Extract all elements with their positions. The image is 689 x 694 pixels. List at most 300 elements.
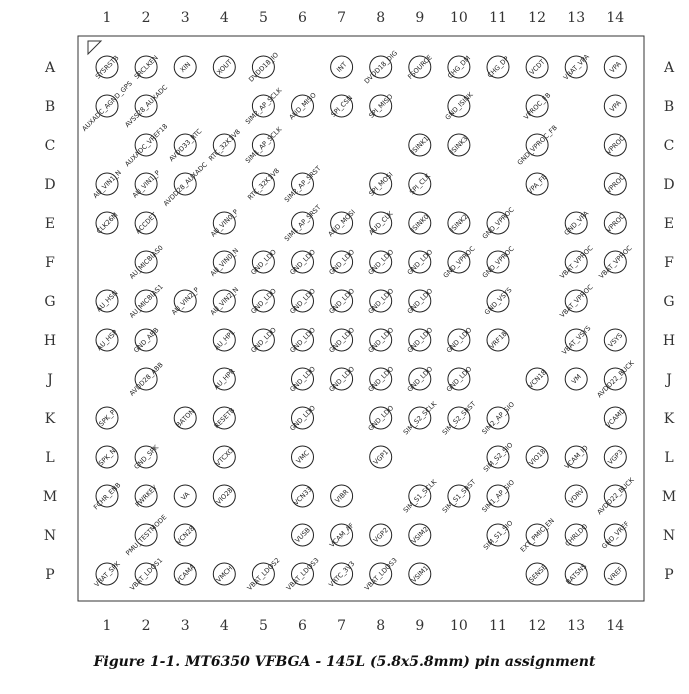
pin-ball [209,246,240,277]
pin-ball [597,244,633,280]
pin-ball [246,167,281,202]
pin-name: AU_VIN1_N [91,168,123,200]
pin-ball [604,407,627,430]
pin-ball [249,248,278,277]
pin-name: VBAT_LDOS3 [362,556,399,593]
pin-ball [207,128,242,163]
pin-name: VTCXO [213,446,236,468]
pin-ball [292,524,314,546]
pin-ball [174,56,196,78]
column-label-top: 8 [376,10,386,26]
pin-ball [288,326,317,355]
pin-name: SIM_S1_SRST [440,477,478,515]
row-labels-left [43,60,57,583]
pin-name: ISENSE [526,563,549,586]
pin-ball [448,212,470,234]
pin-name: VMCH [214,564,235,585]
pin-name: SPK_N [97,447,118,468]
pin-ball [604,329,626,351]
pin-name: BATSNS [564,562,589,587]
pin-name: GND_LDO [366,325,396,355]
pin-ball [402,400,439,437]
pin-ball [367,404,396,433]
pin-ball [244,125,284,165]
pin-ball [244,86,284,126]
pin-ball [526,563,548,585]
pin-name: GND_LDO [288,247,317,277]
pin-name: AU_VIN0_P [209,207,240,239]
pin-ball [480,478,516,514]
column-label-top: 6 [298,10,307,26]
pin-name: ISINK2 [448,212,470,234]
pin-name: SIM1_AP_SIO [480,478,517,515]
row-label-right: A [663,60,675,76]
pin-name: EXT_PMIC_EN [518,516,556,554]
pin-ball [486,55,511,80]
row-label-right: K [663,411,675,427]
pin-name: GND_LDO [249,286,278,316]
pin-ball [367,93,394,120]
pin-name: AVDD22_BUCK [595,359,636,400]
pin-ball [96,407,118,429]
pin-ball [446,54,472,80]
pin-ball [95,328,119,352]
pin-ball [174,407,196,429]
row-label-right: D [663,177,675,193]
pin-name: VBAT_VPROC [558,244,595,281]
pin-name: VCAMA [174,562,197,586]
pin-name: XOUT [215,57,234,77]
pin-name: RTC_32K1V8 [246,166,282,202]
pin-ball [209,285,240,316]
column-label-bottom: 13 [567,618,586,634]
pin-name: VCAM_AF [328,521,356,549]
pin-name: AU_MICBIAS1 [127,282,165,320]
pin-name: AU_VIN2_N [208,285,241,317]
pin-ball [442,245,477,280]
row-label-right: B [663,99,675,115]
pin-name: AU_HSN [94,288,120,314]
row-label-right: J [666,372,672,388]
pin-ball [91,168,122,199]
pin-ball [247,51,280,84]
row-label-left: F [45,255,55,271]
column-label-bottom: 8 [376,618,386,634]
pin-ball [128,360,165,397]
pin-name: AUD_MOSI [326,208,357,239]
pin-ball [604,134,626,156]
pin-ball [162,160,209,207]
pin-name: DVDD18_DIG [362,49,400,86]
pin-name: SPI_CSN [329,93,355,119]
pin-name: SIM_S2_SIO [481,440,515,474]
pin-name: GND_LDO [405,247,435,277]
pin-name: AU_MICBIAS0 [127,243,165,281]
pin-ball [328,248,357,277]
pin-name: VA [179,490,192,503]
row-label-right: L [664,450,674,466]
pin-name: VSYS [606,331,625,350]
pin-ball [213,563,235,585]
pin-name: GND_LDO [366,364,396,394]
row-label-left: K [44,411,56,427]
pin-name: VCN33 [291,485,314,507]
column-label-bottom: 7 [337,618,347,634]
pin-name: VIBR [333,487,351,505]
pin-name: AUD_MISO [287,91,318,122]
pin-name: VCDT [528,57,547,77]
pin-name: AU_HPR [212,367,237,392]
pin-ball [288,91,318,121]
pin-name: GND_LDO [327,325,357,355]
row-label-left: J [47,372,53,388]
column-label-bottom: 5 [258,618,268,634]
pin-ball [213,446,235,468]
column-label-bottom: 3 [180,618,190,634]
pin-ball [283,203,323,243]
pin-name: ISINK3 [448,134,470,156]
pin-ball [406,365,435,394]
pin-ball [209,208,240,239]
pin-ball [370,524,392,546]
column-label-top: 5 [258,10,268,26]
pin-name: VRF18 [487,329,509,351]
row-label-right: H [662,333,676,349]
pin-name: AVDD22_BUCK [595,476,636,517]
pin-name: AVDD33_RTC [167,127,204,164]
pin-ball [328,521,356,549]
pin-ball [174,524,196,546]
pin-name: SPI_MISO [367,92,395,120]
pin-ball [213,485,235,507]
pin-name: ACCDET [133,210,159,236]
row-label-left: D [44,177,56,193]
pin-name: GND_LDO [444,364,474,394]
pin-ball [128,556,164,592]
pin-ball [600,520,631,551]
pin-ball [604,212,626,234]
pin-name: GND_LDO [405,364,435,394]
row-label-right: P [664,567,674,583]
pin-name: VPROC [604,134,627,157]
pin-ball [445,326,474,355]
pin-ball [565,368,587,390]
pin-ball [406,248,435,277]
pin-ball [409,563,431,585]
pin-ball [406,287,435,316]
pin-ball [367,171,394,198]
pin-name: INT [335,60,349,74]
pin-ball [292,446,314,468]
column-label-bottom: 11 [489,618,507,634]
pin1-corner-marker [88,41,101,54]
pin-ball [406,326,435,355]
pin-name: SRCLKEN [132,53,160,81]
pin-ball [409,524,431,546]
pin-ball [481,245,516,280]
pin-name: GND_LDO [249,247,278,277]
pin-ball [94,54,121,81]
pin-ball [367,209,395,237]
pin-ball [249,287,278,316]
pin-name: GND_LDO [366,247,396,277]
pin-name: CLK26M [94,210,120,236]
pin-ball [283,164,323,204]
pin-name: AVDD28_AUXADC [161,160,209,208]
pin-name: GND_LDO [327,364,357,394]
pin-name: VBAT_VSYS [560,324,593,357]
column-label-top: 10 [449,10,468,26]
pin-name: VSIM1 [409,564,431,585]
pin-name: GND_LDO [288,325,317,355]
pin-ball [482,519,515,552]
pin-ball [563,209,591,237]
pin-name: GND_LDO [444,325,474,355]
pin-name: GND_SPK [132,443,161,471]
pin-name: GND_VPA [562,209,591,238]
pin-ball [558,244,594,280]
pin-name: GND_LDO [288,364,317,394]
pin-ball [480,400,516,436]
pin-ball [328,287,357,316]
pin-ball [367,326,396,355]
pin-ball [409,212,431,234]
pin-name: VBAT_VPA [561,52,591,82]
pin-name: DVDD18_IO [247,50,281,84]
pin-ball [331,56,353,78]
pin-name: GND_ISINK [443,90,475,122]
pin-name: VMC [294,449,311,466]
pin-name: VPA_FB [525,172,549,196]
column-label-top: 14 [606,10,625,26]
pin-name: SIM2_AP_SCLK [243,86,284,126]
pin-name: GND_VREF [600,519,631,551]
pin-name: GND_LDO [327,286,357,316]
pin-ball [249,326,278,355]
pin-ball [604,95,626,117]
pin-name: VPA [608,59,623,75]
column-label-bottom: 14 [606,618,625,634]
row-label-right: F [664,255,674,271]
pin-name: AU_VIN1_P [130,168,162,200]
pin-name: VBAT_LDOS1 [128,556,165,593]
column-label-bottom: 6 [298,618,307,634]
pin-ball [526,368,548,390]
row-label-left: H [43,333,57,349]
pin-ball [562,52,591,81]
pin-ball [558,283,594,319]
pin-name: RTC_32K1V8 [207,127,242,163]
pin-name: GND_LDO [366,286,396,316]
pin-name: VBAT_SPK [92,559,122,589]
pin-name: SIM_S1_SIO [481,518,515,552]
pin-ball [328,326,357,355]
pin-name: SYSRSTB [93,53,121,81]
pin-ball [363,49,399,85]
pin-name: GND_VSYS [482,285,514,317]
pin-ball [128,244,165,281]
pin-ball [564,522,590,548]
column-label-bottom: 10 [449,618,468,634]
pin-ball [445,365,474,394]
pin-ball [327,208,357,238]
row-label-left: A [44,60,56,76]
pin-ball [444,90,475,121]
column-label-bottom: 1 [102,618,112,634]
column-label-bottom: 4 [219,618,229,634]
pin-name: GND_LDO [405,325,435,355]
pin-ball [483,286,514,317]
pin-name: VBAT_LDOS2 [245,556,282,593]
pin-name: AVSS28_AUXADC [123,83,170,130]
pin-name: VGP3 [606,448,625,467]
pin-ball [409,134,431,156]
pin-name: VBAT_LDOS3 [284,556,321,593]
pin-ball [288,404,317,433]
pin-ball [367,365,396,394]
column-label-top: 9 [415,10,425,26]
pin-name: CHRLDO [563,522,590,548]
pin-ball [367,248,396,277]
column-label-top: 13 [567,10,586,26]
pin-ball [96,446,118,468]
pin-ball [604,446,626,468]
pin-name: SIM_S2_SCLK [401,399,439,437]
pin-ball [370,446,392,468]
column-label-bottom: 12 [528,618,547,634]
column-labels-bottom [103,618,625,634]
pin-name: VPROC_FB [522,91,553,122]
pin-name: VPROC [604,212,627,235]
column-label-top: 4 [219,10,229,26]
pin-name: VUSB [293,526,312,545]
pin-ball [363,556,399,592]
pin-name: SIM1_AP_SRST [282,203,323,244]
row-label-right: G [663,294,675,310]
row-label-right: C [663,138,675,154]
pin-ball [564,562,588,586]
pin-name: VSIM2 [409,525,431,546]
pin-name: ISINK0 [409,212,431,234]
pin-name: PMU_TESTMODE [124,513,169,558]
pin-name: FSOURCE [406,53,434,81]
pin-ball [441,399,478,436]
row-label-right: M [661,489,677,505]
pin-ball [95,211,120,236]
column-label-bottom: 2 [141,618,151,634]
pin-name: VIO28 [214,486,235,507]
pin-name: GND_VPROC_FB [515,123,559,167]
pin-name: VCAM_IO [563,443,590,471]
pin-name: AUD_CLK [367,209,395,237]
pin-ball [408,172,433,197]
pin-name: CHG_DP [485,54,511,80]
pin-name: VIO18 [527,447,548,468]
pin-name: VCN18 [526,368,549,390]
pin-name: GND_VPROC [441,244,477,280]
pin-name: AU_HPL [212,328,237,352]
column-label-top: 1 [102,10,112,26]
column-label-top: 3 [180,10,190,26]
column-label-top: 2 [141,10,151,26]
row-label-left: G [44,294,56,310]
pin-ball [526,56,548,78]
pin-name: SPI_MOSI [367,170,395,198]
pin-name: VCN28 [174,524,197,546]
pin-ball [170,286,201,317]
pin-ball [595,476,636,517]
pin-ball [481,206,516,241]
row-labels-right [662,60,676,583]
pin-name: SPI_CLK [407,172,433,197]
pin-name: GND_LDO [249,325,278,355]
pin-ball [95,289,120,314]
row-label-left: E [44,216,56,232]
row-label-right: N [662,528,676,544]
pin-name: GND_ABB [132,326,161,355]
pin-ball [134,210,159,235]
pin-ball [482,441,515,474]
pin-name: AUXADC_AGND_GPS [80,79,134,133]
pin-ball [402,478,439,515]
pin-name: AUXADC_VREF18 [123,122,170,169]
pin-ball [522,91,552,121]
pin-name: SIM_S1_SCLK [401,477,439,515]
pin-name: GND_LDO [405,286,435,316]
pin-ball [448,134,470,156]
pin-ball [132,326,161,355]
pin-name: VRTC_3V3 [327,559,357,589]
row-label-left: B [44,99,56,115]
row-label-left: C [44,138,56,154]
pin-ball [560,324,592,356]
pin-ball [134,483,160,509]
pin-name: VM [569,372,583,386]
pin-name: GND_VPROC [480,205,516,241]
pin-name: XIN [178,60,193,75]
pin-ball [124,513,168,557]
column-labels-top [103,10,625,26]
pin-ball [329,94,354,119]
pin-name: GND_LDO [327,247,357,277]
pin-ball [92,481,123,512]
pin-ball [131,169,162,200]
pin-ball [288,287,317,316]
pin-name: SIM1_AP_SCLK [243,125,284,165]
column-label-bottom: 9 [415,618,425,634]
figure-caption: Figure 1-1. MT6350 VFBGA - 145L (5.8x5.8mm) pin assignment [93,654,596,670]
pin-name: GND_LDO [288,403,317,433]
pin-ball [174,563,197,586]
pin-ball [246,556,282,592]
pin-name: VPROC [604,173,627,196]
pin-ball [367,287,396,316]
pin-ball [565,485,587,507]
pin-name: BATON [174,407,197,430]
row-label-left: P [45,567,55,583]
pin-ball [516,123,559,166]
pin-name: GND_LDO [288,286,317,316]
row-label-left: N [43,528,57,544]
ball-grid [81,49,637,592]
pin-ball [133,443,161,471]
pin-ball [174,485,196,507]
pin-name: VGP1 [371,448,391,467]
pin-name: AU_HSP [95,328,120,353]
pin-ball [595,359,636,400]
pin-name: VCAMD [604,406,627,430]
column-label-top: 12 [528,10,547,26]
